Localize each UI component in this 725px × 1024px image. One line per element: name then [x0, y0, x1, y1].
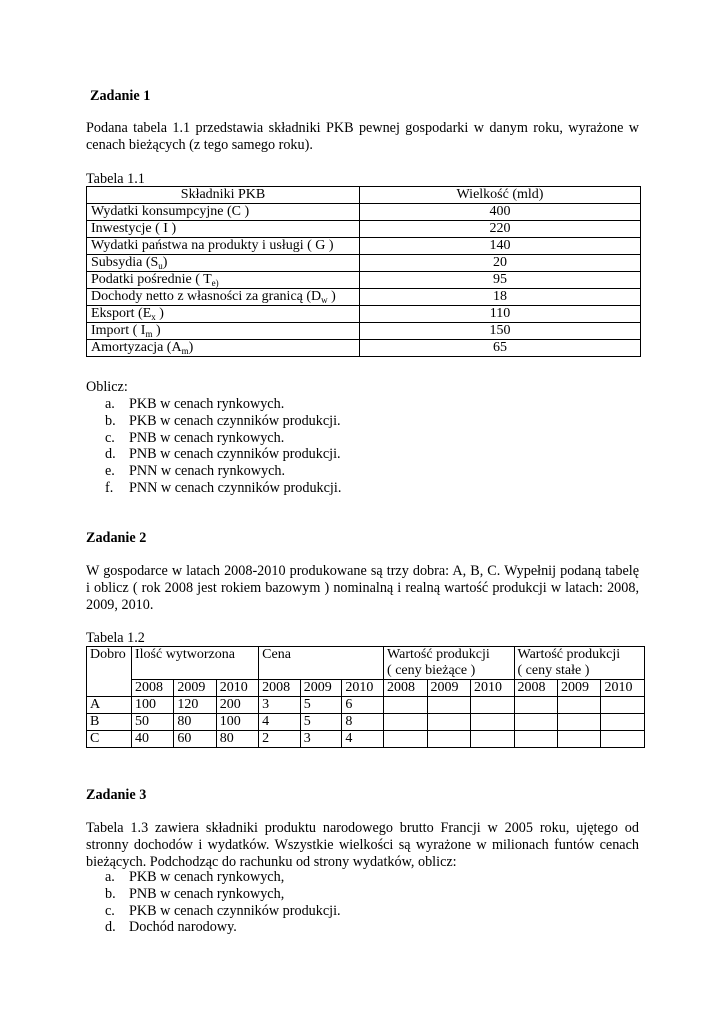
year-header: 2009: [300, 680, 342, 697]
empty-cell: [384, 731, 427, 748]
task3-heading: Zadanie 3: [86, 787, 147, 803]
cena-cell: 5: [300, 714, 342, 731]
table-1-1-header: Składniki PKB: [87, 187, 360, 204]
cena-cell: 3: [259, 697, 301, 714]
col-header-ilosc: Ilość wytworzona: [132, 647, 259, 680]
year-header: 2008: [259, 680, 301, 697]
empty-cell: [514, 731, 557, 748]
component-cell: Subsydia $(S_u)$: [87, 255, 360, 272]
empty-cell: [427, 731, 470, 748]
value-cell: 18: [360, 289, 641, 306]
list-item: e. PNN w cenach rynkowych.: [105, 463, 286, 480]
ilosc-cell: 120: [174, 697, 216, 714]
empty-cell: [384, 714, 427, 731]
year-header: 2010: [216, 680, 258, 697]
task1-calc-label: Oblicz:: [86, 379, 128, 395]
value-cell: 400: [360, 204, 641, 221]
table-row: [87, 204, 641, 221]
table-1-2: [86, 646, 645, 748]
task1-heading: Zadanie 1: [90, 88, 151, 104]
year-header: 2010: [471, 680, 514, 697]
ilosc-cell: 80: [174, 714, 216, 731]
table-1-1-caption: Tabela 1.1: [86, 171, 145, 187]
task2-heading: Zadanie 2: [86, 530, 147, 546]
list-item: f. PNN w cenach czynników produkcji.: [105, 479, 342, 496]
empty-cell: [557, 714, 600, 731]
year-header: 2008: [132, 680, 174, 697]
table-row: [87, 306, 641, 323]
list-item: d. PNB w cenach czynników produkcji.: [105, 446, 341, 463]
component-cell: Import ( $I_m$ ): [87, 323, 360, 340]
ilosc-cell: 50: [132, 714, 174, 731]
list-item: c. PKB w cenach czynników produkcji.: [105, 902, 341, 919]
empty-cell: [427, 697, 470, 714]
year-header: 2008: [514, 680, 557, 697]
cena-cell: 3: [300, 731, 342, 748]
list-item: a. PKB w cenach rynkowych,: [105, 869, 285, 885]
col-header-cena: Cena: [259, 647, 384, 680]
empty-cell: [601, 731, 645, 748]
value-cell: 65: [360, 340, 641, 357]
value-cell: 150: [360, 323, 641, 340]
col-header-wartosc-biezace: Wartość produkcji ( ceny bieżące ): [384, 647, 514, 680]
ilosc-cell: 200: [216, 697, 258, 714]
value-cell: 110: [360, 306, 641, 323]
component-cell: Amortyzacja $(A_m)$: [87, 340, 360, 357]
task2-intro: W gospodarce w latach 2008-2010 produkowane są trzy dobra: A, B, C. Wypełnij podaną tabelę i oblicz ( rok 2008 jest rokiem bazowym ) nominalną i realną wartość produkcji w latach: 2008, 2009, 2010.: [86, 563, 639, 613]
component-cell: Wydatki konsumpcyjne (C ): [87, 204, 360, 221]
cena-cell: 8: [342, 714, 384, 731]
table-row: [87, 340, 641, 357]
dobro-cell: B: [87, 714, 132, 731]
col-header-dobro: Dobro: [87, 647, 132, 697]
table-1-1-header: Wielkość (mld): [360, 187, 641, 204]
cena-cell: 5: [300, 697, 342, 714]
col-header-wartosc-stale: Wartość produkcji ( ceny stałe ): [514, 647, 645, 680]
value-cell: 220: [360, 221, 641, 238]
year-header: 2009: [174, 680, 216, 697]
table-1-1: [86, 186, 641, 357]
cena-cell: 6: [342, 697, 384, 714]
table-row: [87, 697, 645, 714]
table-row: [87, 289, 641, 306]
empty-cell: [471, 697, 514, 714]
table-row: [87, 221, 641, 238]
value-cell: 95: [360, 272, 641, 289]
table-row: [87, 714, 645, 731]
year-header: 2010: [342, 680, 384, 697]
task3-intro: Tabela 1.3 zawiera składniki produktu narodowego brutto Francji w 2005 roku, ujętego od stronny dochodów i wydatków. Wszystkie wielkości są wyrażone w milionach funtów cenach bieżących. Podchodząc do rachunku od strony wydatków, oblicz:: [86, 820, 639, 870]
year-header: 2009: [427, 680, 470, 697]
empty-cell: [557, 731, 600, 748]
table-row: [87, 255, 641, 272]
task1-list: [105, 396, 341, 497]
ilosc-cell: 40: [132, 731, 174, 748]
ilosc-cell: 80: [216, 731, 258, 748]
list-item: b. PKB w cenach czynników produkcji.: [105, 412, 341, 429]
ilosc-cell: 60: [174, 731, 216, 748]
cena-cell: 2: [259, 731, 301, 748]
component-cell: Dochody netto z własności za granicą ($D_w$ ): [87, 289, 360, 306]
empty-cell: [384, 697, 427, 714]
empty-cell: [471, 714, 514, 731]
empty-cell: [557, 697, 600, 714]
dobro-cell: A: [87, 697, 132, 714]
year-header: 2009: [557, 680, 600, 697]
list-item: d. Dochód narodowy.: [105, 919, 237, 936]
ilosc-cell: 100: [216, 714, 258, 731]
empty-cell: [514, 714, 557, 731]
task3-list: [105, 869, 341, 936]
ilosc-cell: 100: [132, 697, 174, 714]
table-row: [87, 323, 641, 340]
cena-cell: 4: [342, 731, 384, 748]
component-cell: Inwestycje ( I ): [87, 221, 360, 238]
empty-cell: [601, 714, 645, 731]
value-cell: 20: [360, 255, 641, 272]
component-cell: Eksport ($E_x$ ): [87, 306, 360, 323]
empty-cell: [601, 697, 645, 714]
table-1-2-caption: Tabela 1.2: [86, 630, 145, 646]
component-cell: Podatki pośrednie ( $T_{e)}$: [87, 272, 360, 289]
cena-cell: 4: [259, 714, 301, 731]
year-header: 2010: [601, 680, 645, 697]
empty-cell: [514, 697, 557, 714]
empty-cell: [471, 731, 514, 748]
table-row: [87, 238, 641, 255]
component-cell: Wydatki państwa na produkty i usługi ( G ): [87, 238, 360, 255]
empty-cell: [427, 714, 470, 731]
list-item: c. PNB w cenach rynkowych.: [105, 429, 285, 446]
table-row: [87, 731, 645, 748]
dobro-cell: C: [87, 731, 132, 748]
list-item: b. PNB w cenach rynkowych,: [105, 885, 285, 902]
year-header: 2008: [384, 680, 427, 697]
value-cell: 140: [360, 238, 641, 255]
list-item: a. PKB w cenach rynkowych.: [105, 396, 285, 412]
table-row: [87, 272, 641, 289]
task1-intro: Podana tabela 1.1 przedstawia składniki PKB pewnej gospodarki w danym roku, wyrażone w cenach bieżących (z tego samego roku).: [86, 120, 639, 153]
